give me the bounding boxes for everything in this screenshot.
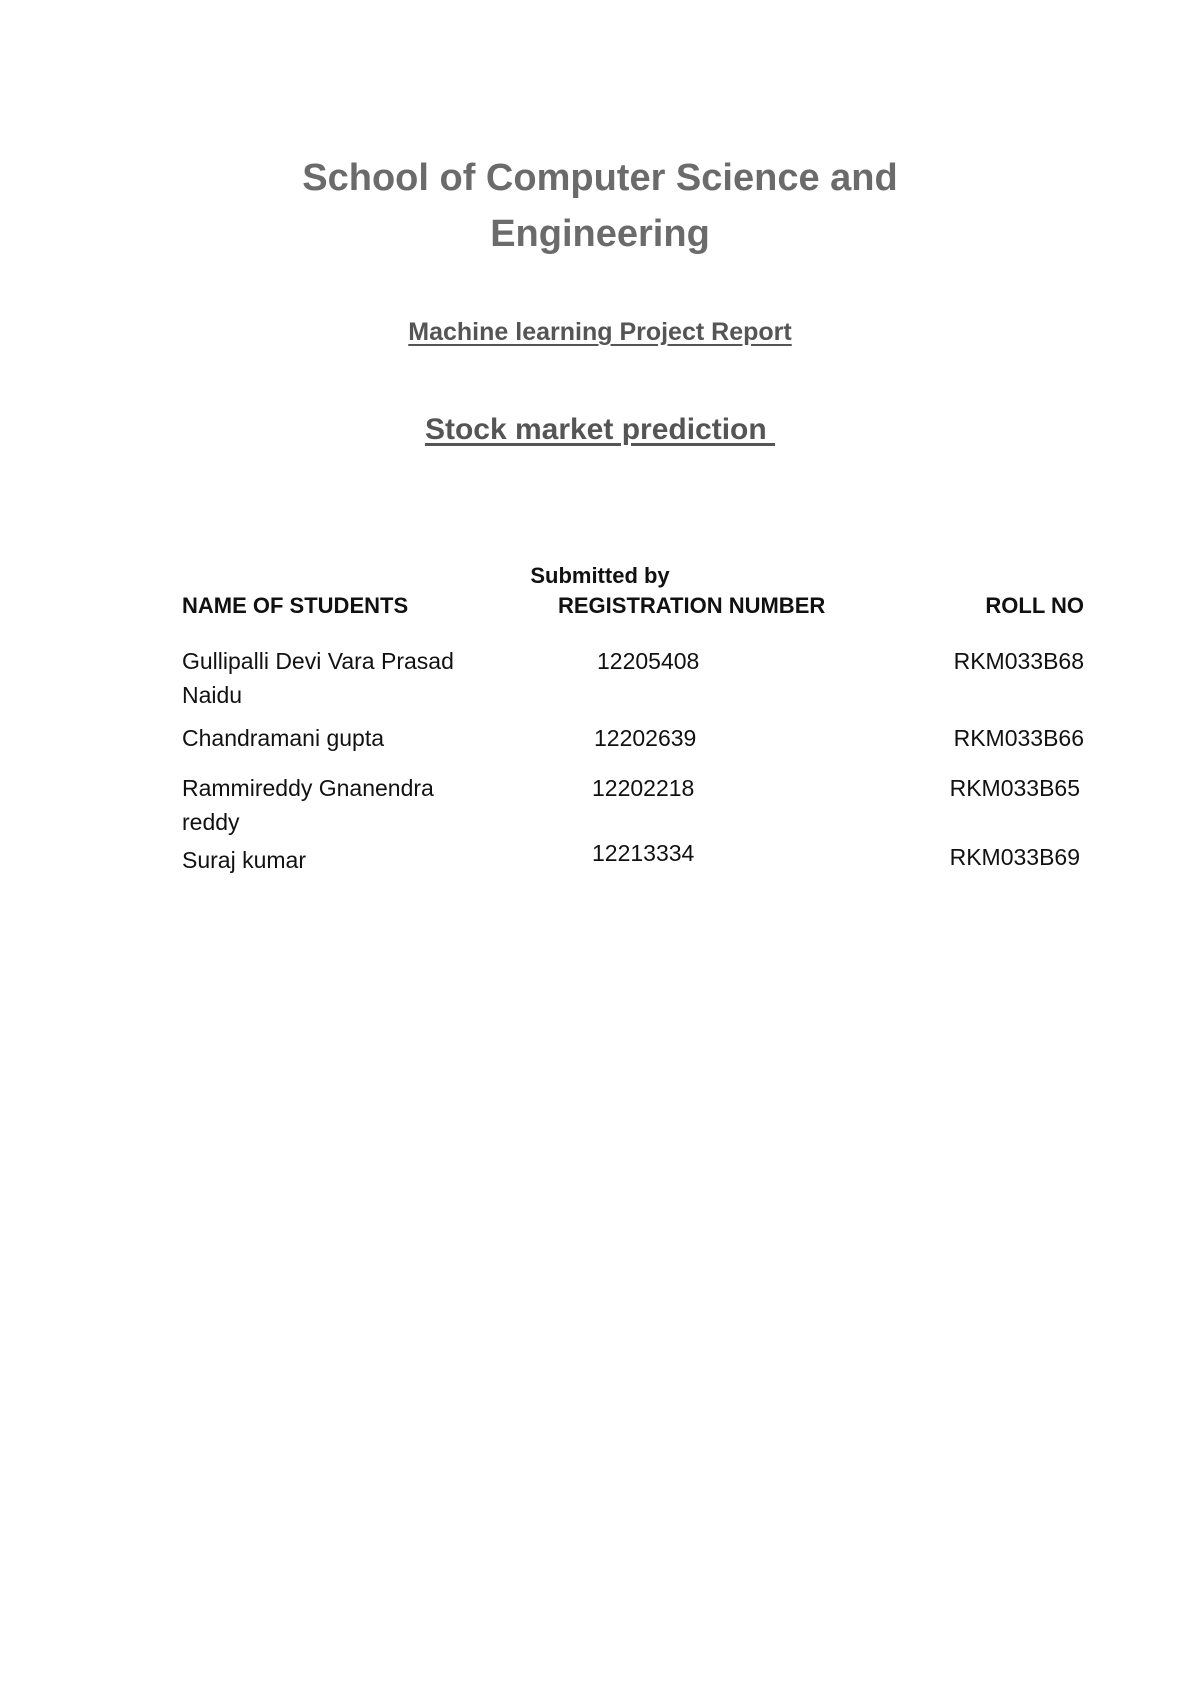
student-name-cell: [182, 771, 502, 839]
school-title: [240, 150, 960, 262]
student-name-cell: [182, 843, 502, 877]
report-type-heading: Machine learning Project Report: [408, 318, 792, 346]
project-title-heading: Stock market prediction: [424, 413, 776, 446]
student-name-line: Chandramani gupta: [182, 725, 385, 751]
student-name-line: Rammireddy Gnanendra: [182, 775, 434, 801]
school-title-line1: School of Computer Science and: [302, 157, 898, 199]
student-name-line: Gullipalli Devi Vara Prasad: [182, 648, 454, 674]
student-name-cell: [182, 721, 502, 755]
column-header-roll: ROLL NO: [985, 593, 1084, 618]
column-header-registration: REGISTRATION NUMBER: [558, 593, 826, 618]
column-header-name: NAME OF STUDENTS: [182, 593, 409, 618]
registration-number-cell: 12202218: [592, 775, 695, 801]
student-name-line: Suraj kumar: [182, 847, 306, 873]
registration-number-cell: 12213334: [592, 840, 695, 866]
school-title-line2: Engineering: [490, 213, 710, 255]
roll-number-cell: RKM033B69: [949, 844, 1080, 870]
student-name-line: Naidu: [182, 682, 243, 708]
roll-number-cell: RKM033B68: [953, 648, 1084, 674]
student-name-cell: [182, 644, 502, 712]
submitted-by-caption: Submitted by: [530, 563, 670, 588]
student-name-line: reddy: [182, 809, 240, 835]
roll-number-cell: RKM033B65: [949, 775, 1080, 801]
registration-number-cell: 12205408: [597, 648, 700, 674]
roll-number-cell: RKM033B66: [953, 725, 1084, 751]
registration-number-cell: 12202639: [594, 725, 697, 751]
